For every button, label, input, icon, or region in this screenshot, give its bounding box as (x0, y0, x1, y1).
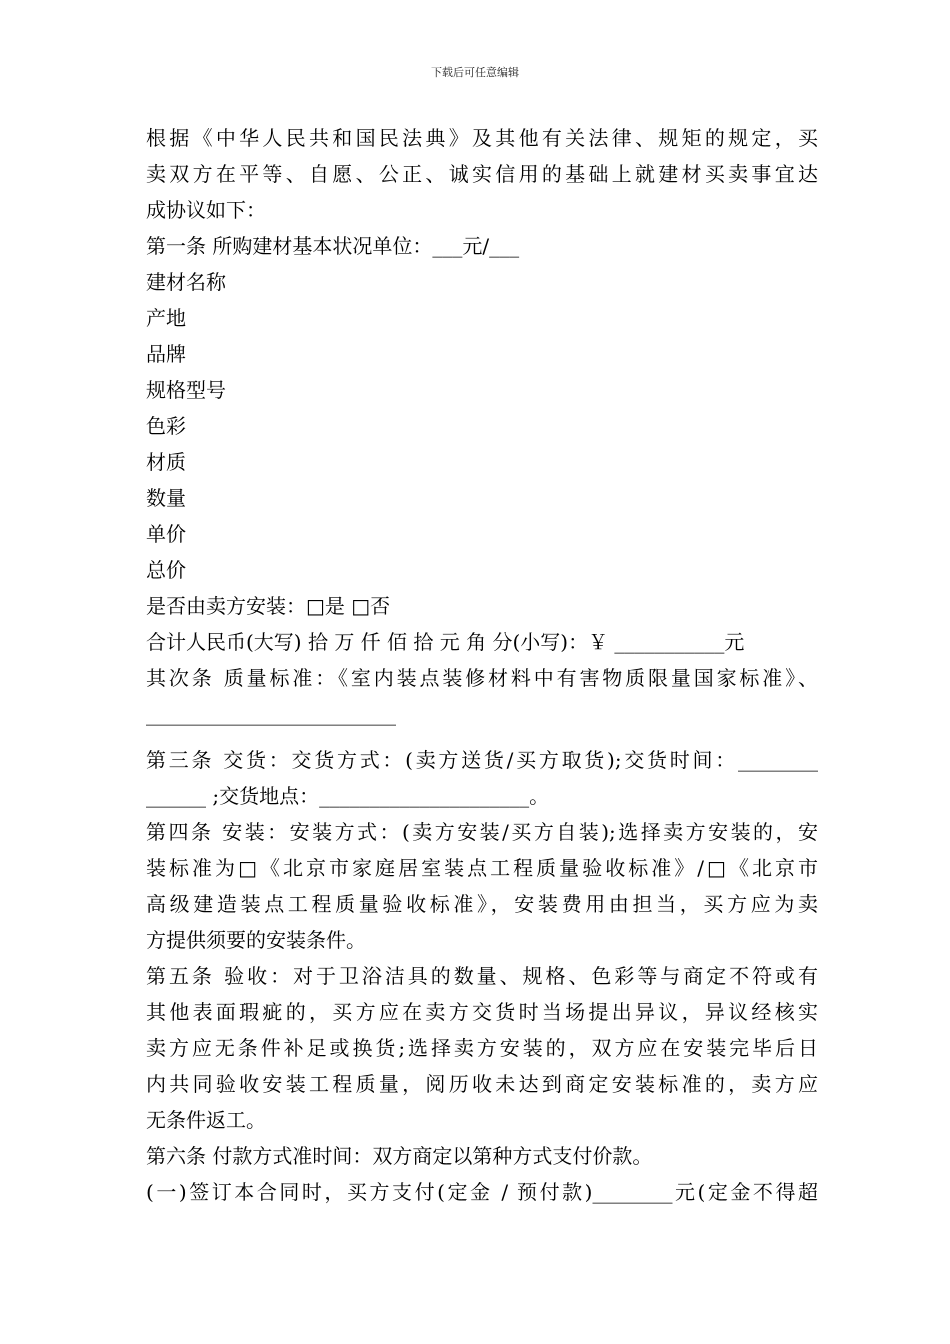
item-spec-model: 规格型号 (146, 378, 226, 402)
paragraph-line: 其他表面瑕疵的，买方应在卖方交货时当场提出异议，异议经核实 (146, 1000, 818, 1024)
paragraph-line: 高级建造装点工程质量验收标准》，安装费用由担当，买方应为卖 (146, 892, 818, 916)
item-origin: 产地 (146, 306, 186, 330)
paragraph-line: 根据《中华人民共和国民法典》及其他有关法律、规矩的规定，买 (146, 126, 818, 150)
item-material: 材质 (146, 450, 186, 474)
article-5-heading: 第五条 验收：对于卫浴洁具的数量、规格、色彩等与商定不符或有 (146, 964, 818, 988)
spacer (146, 732, 818, 742)
page-header-note: 下载后可任意编辑 (431, 66, 519, 79)
paragraph-line: 无条件返工。 (146, 1108, 266, 1132)
paragraph-line: 方提供须要的安装条件。 (146, 928, 366, 952)
total-rmb-line: 合计人民币(大写) 拾 万 仟 佰 拾 元 角 分(小写)：￥ ___________元 (146, 630, 745, 654)
contract-body (146, 120, 818, 1210)
blank-line: _________________________ (146, 702, 396, 726)
article-4-heading: 第四条 安装：安装方式：(卖方安装/买方自装);选择卖方安装的，安 (146, 820, 818, 844)
paragraph-line: 内共同验收安装工程质量，阅历收未达到商定安装标准的，卖方应 (146, 1072, 818, 1096)
item-material-name: 建材名称 (146, 270, 226, 294)
item-brand: 品牌 (146, 342, 186, 366)
item-quantity: 数量 (146, 486, 186, 510)
article-3-heading: 第三条 交货：交货方式：(卖方送货/买方取货);交货时间：________ (146, 748, 818, 772)
article-1-heading: 第一条 所购建材基本状况单位：___元/___ (146, 234, 520, 258)
article-2-heading: 其次条 质量标准：《室内装点装修材料中有害物质限量国家标准》、 (146, 666, 818, 690)
paragraph-line: ______ ;交货地点：_____________________。 (146, 784, 550, 808)
paragraph-line: 卖双方在平等、自愿、公正、诚实信用的基础上就建材买卖事宜达 (146, 162, 818, 186)
paragraph-line: 卖方应无条件补足或换货;选择卖方安装的，双方应在安装完毕后日 (146, 1036, 818, 1060)
paragraph-line: (一)签订本合同时，买方支付(定金 / 预付款)________元(定金不得超 (146, 1180, 818, 1204)
article-6-heading: 第六条 付款方式准时间：双方商定以第种方式支付价款。 (146, 1144, 653, 1168)
paragraph-line: 装标准为□《北京市家庭居室装点工程质量验收标准》/□《北京市 (146, 856, 818, 880)
install-by-seller-checkbox-line: 是否由卖方安装：□是 □否 (146, 594, 391, 618)
paragraph-line: 成协议如下： (146, 198, 266, 222)
item-unit-price: 单价 (146, 522, 186, 546)
item-color: 色彩 (146, 414, 186, 438)
item-total-price: 总价 (146, 558, 186, 582)
